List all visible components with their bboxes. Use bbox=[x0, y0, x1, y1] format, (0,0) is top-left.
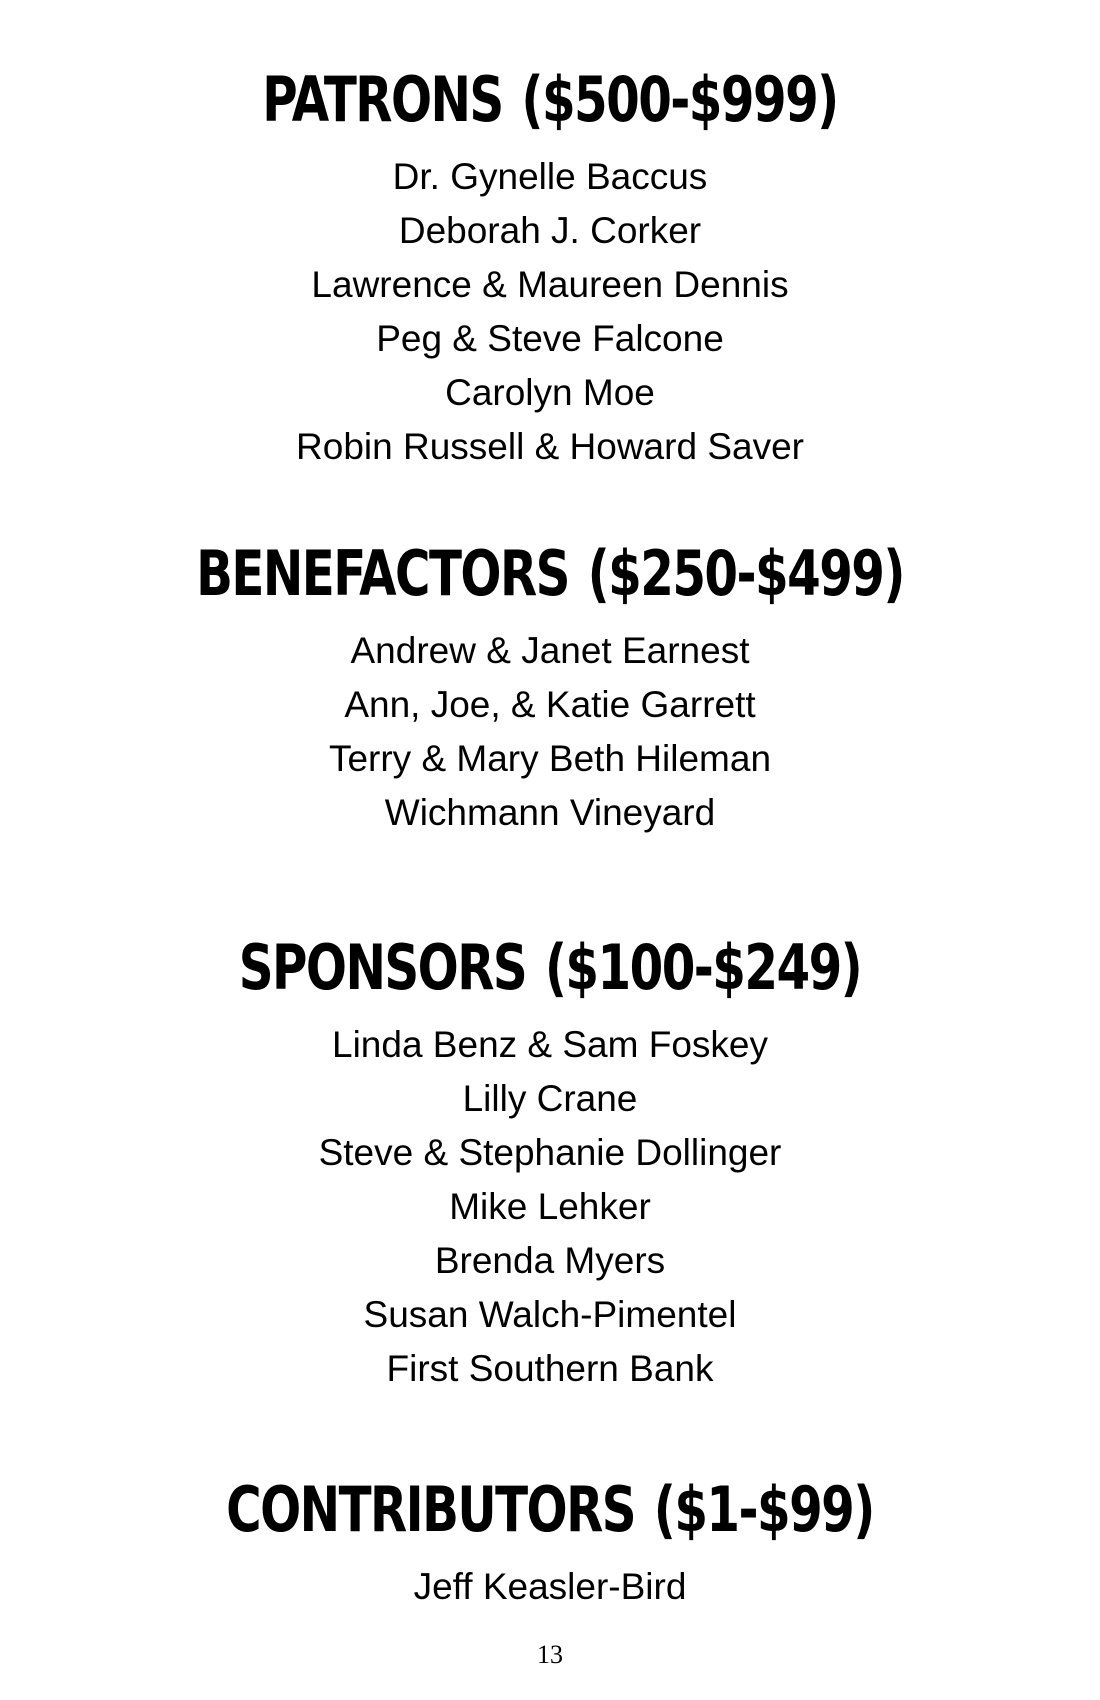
donor-name: Dr. Gynelle Baccus bbox=[392, 156, 708, 197]
section-heading bbox=[121, 928, 979, 1008]
donor-name: Peg & Steve Falcone bbox=[376, 318, 724, 359]
donor-list bbox=[0, 1560, 1100, 1614]
sponsors-section bbox=[0, 928, 1100, 1396]
donor-name: Linda Benz & Sam Foskey bbox=[332, 1024, 768, 1065]
donor-name: Andrew & Janet Earnest bbox=[350, 630, 750, 671]
section-range: ($500-$999) bbox=[521, 63, 838, 136]
section-heading bbox=[121, 1470, 979, 1550]
donor-name: Terry & Mary Beth Hileman bbox=[328, 738, 772, 779]
donor-name: Susan Walch-Pimentel bbox=[363, 1294, 737, 1335]
donor-name: Deborah J. Corker bbox=[398, 210, 702, 251]
donor-name: Brenda Myers bbox=[434, 1240, 666, 1281]
donor-name: First Southern Bank bbox=[386, 1348, 714, 1389]
section-tier: BENEFACTORS bbox=[196, 537, 569, 610]
page-number: 13 bbox=[537, 1640, 563, 1669]
donor-list bbox=[0, 1018, 1100, 1396]
section-tier: CONTRIBUTORS bbox=[226, 1473, 636, 1546]
donor-list bbox=[0, 624, 1100, 840]
donor-list bbox=[0, 150, 1100, 474]
donor-name: Robin Russell & Howard Saver bbox=[296, 426, 804, 467]
donor-name: Steve & Stephanie Dollinger bbox=[318, 1132, 782, 1173]
section-range: ($1-$99) bbox=[653, 1473, 874, 1546]
section-range: ($250-$499) bbox=[587, 537, 904, 610]
section-heading bbox=[121, 534, 979, 614]
donor-name: Lawrence & Maureen Dennis bbox=[311, 264, 789, 305]
benefactors-section bbox=[0, 534, 1100, 840]
section-tier: PATRONS bbox=[262, 63, 503, 136]
section-heading bbox=[121, 60, 979, 140]
section-range: ($100-$249) bbox=[544, 931, 862, 1004]
contributors-section bbox=[0, 1470, 1100, 1614]
donor-name: Carolyn Moe bbox=[445, 372, 655, 413]
donor-name: Mike Lehker bbox=[449, 1186, 651, 1227]
donor-name: Wichmann Vineyard bbox=[384, 792, 716, 833]
donor-name: Lilly Crane bbox=[462, 1078, 638, 1119]
donor-name: Jeff Keasler-Bird bbox=[413, 1566, 687, 1607]
patrons-section bbox=[0, 60, 1100, 474]
donor-name: Ann, Joe, & Katie Garrett bbox=[344, 684, 756, 725]
section-tier: SPONSORS bbox=[238, 931, 527, 1004]
